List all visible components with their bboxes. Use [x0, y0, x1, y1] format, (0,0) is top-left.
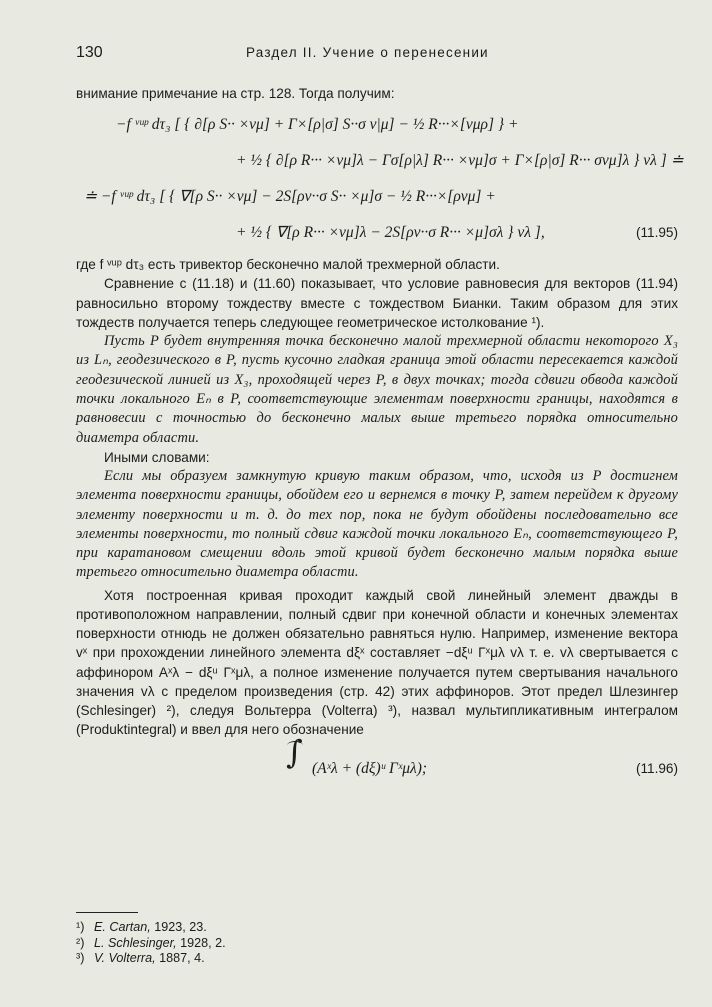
page-header	[76, 44, 678, 66]
paragraph-2: Сравнение с (11.18) и (11.60) показывает, что условие равновесия для векторов (11.94) равносильно второму тождеству вместе с тождеством Бианки. Таким образом для этих тождеств получается теперь следующее геометрическое истолкование ¹).	[76, 276, 678, 330]
equation-text: −f ᵛᵘᵖ dτ₃ [ { ∂[ρ S·· ×νμ] + Γ×[ρ|σ] S··σ ν|μ] − ½ R···×[νμρ] } +	[116, 116, 519, 134]
equation-line	[76, 143, 684, 179]
running-head: Раздел II. Учение о перенесении	[246, 45, 489, 60]
theorem-restatement: Если мы образуем замкнутую кривую таким образом, что, исходя из P достигнем элемента поверхности границы, обойдем его и вернемся в точку P, затем перейдем к другому элементу поверхности и т. д. до тех пор, пока не будут обойдены последовательно все элементы поверхности, то полный сдвиг каждой точки локального Eₙ, соответствующего P, при каратановом смещении вдоль этой кривой будет бесконечно малым порядка выше третьего относительно диаметра области.	[76, 468, 678, 581]
paragraph-4: Иными словами:	[104, 449, 210, 465]
equation-number: (11.95)	[635, 225, 678, 241]
page-body	[76, 84, 684, 791]
footnote-ref: 1923, 23.	[150, 920, 207, 934]
footnote-mark: ²)	[76, 935, 85, 950]
integral-sign-icon: ∫	[286, 733, 303, 772]
footnote-author: V. Volterra,	[94, 951, 156, 965]
page-number: 130	[76, 44, 103, 61]
footnote-ref: 1887, 4.	[155, 951, 205, 965]
equation-line	[76, 107, 678, 143]
equation-text: + ½ { ∂[ρ R··· ×νμ]λ − Γσ[ρ|λ] R··· ×νμ]σ + Γ×[ρ|σ] R··· σνμ]λ } vλ ] ≐	[236, 152, 684, 170]
footnotes	[76, 920, 226, 967]
paragraph-6: Хотя построенная кривая проходит каждый свой линейный элемент дважды в противоположном направлении, полный сдвиг при конечной области и конечных элементах поверхности отнюдь не должен обязательно равняться нулю. Например, изменение вектора vˣ при прохождении линейного элемента dξˣ составляет −dξᵘ Γˣμλ vλ т. е. vλ свертывается с аффинором Aˣλ − dξᵘ Γˣμλ, а полное изменение получается путем свертывания начального значения vλ с пределом произведения (стр. 42) этих аффиноров. Этот предел Шлезингер (Schlesinger) ²), следуя Вольтерра (Volterra) ³), назвал мультипликативным интегралом (Produktintegral) и ввел для него обозначение	[76, 587, 678, 738]
equation-11-95	[76, 107, 684, 251]
equation-text: (Aˣλ + (dξ)ᵘ Γˣμλ);	[312, 760, 428, 778]
theorem-paragraph: Пусть P будет внутренняя точка бесконечно малой трехмерной области некоторого X₃ из Lₙ, геодезического в P, пусть кусочно гладкая граница этой области пересекается каждой геодезической линией из X₃, проходящей через P, в двух точках; тогда сдвиги обвода каждой точки локального Eₙ в P, соответствующие элементам поверхности границы, находятся в равновесии с точностью до бесконечно малых выше третьего порядка относительно диаметра области.	[76, 333, 678, 446]
equation-text: + ½ { ∇[ρ R··· ×νμ]λ − 2S[ρν··σ R··· ×μ]σλ } vλ ],	[236, 224, 545, 242]
equation-line	[76, 215, 678, 251]
equation-11-96	[76, 733, 678, 791]
paragraph-0: внимание примечание на стр. 128. Тогда получим:	[76, 86, 395, 101]
equation-line	[76, 179, 678, 215]
footnote	[76, 951, 226, 967]
footnote	[76, 920, 226, 936]
footnote-author: E. Cartan,	[94, 920, 151, 934]
footnote-mark: ³)	[76, 951, 85, 965]
equation-text: ≐ −f ᵛᵘᵖ dτ₃ [ { ∇[ρ S·· ×νμ] − 2S[ρν··σ S·· ×μ]σ − ½ R···×[ρνμ] +	[84, 188, 496, 206]
paragraph-1: где f ᵛᵘᵖ dτ₃ есть тривектор бесконечно малой трехмерной области.	[76, 257, 500, 273]
footnote-ref: 1928, 2.	[176, 935, 226, 950]
footnote-author: L. Schlesinger,	[94, 935, 177, 950]
equation-number: (11.96)	[635, 761, 678, 777]
footnote-rule	[76, 912, 138, 913]
footnote-mark: ¹)	[76, 920, 85, 934]
footnote	[76, 936, 226, 952]
